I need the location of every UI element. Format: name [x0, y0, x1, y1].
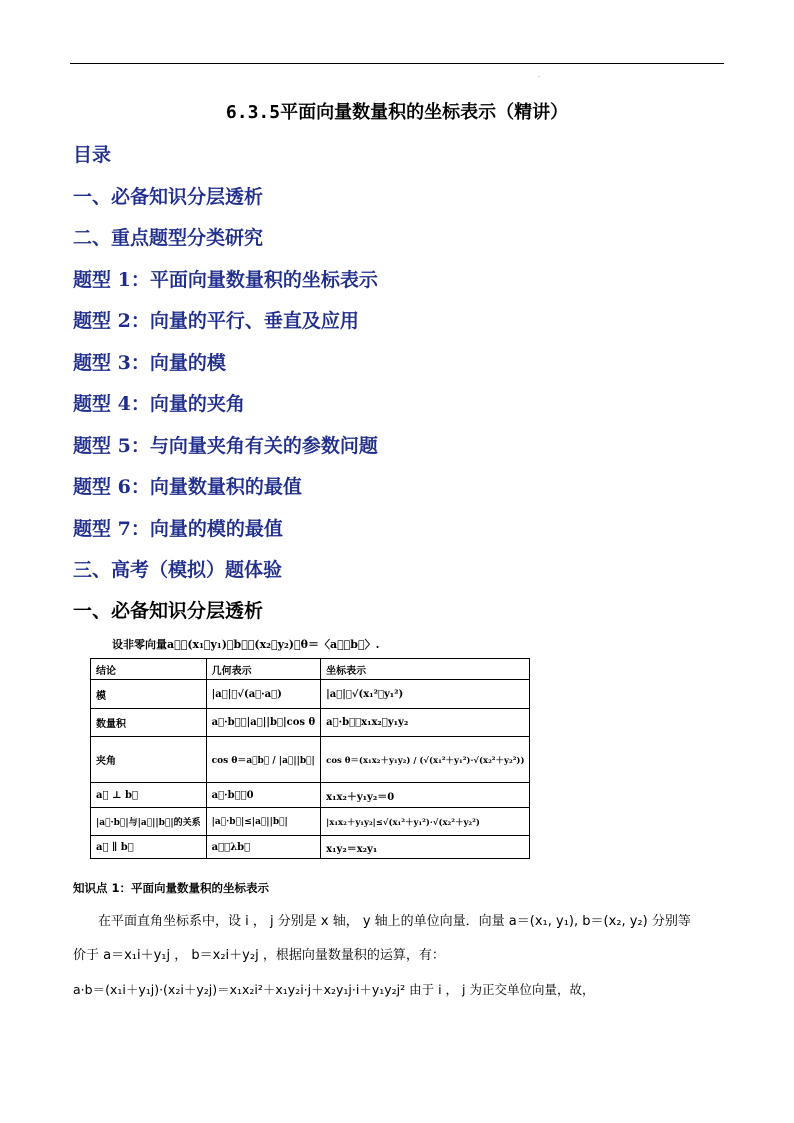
table-cell: a⃗ ∥ b⃗ [91, 836, 207, 859]
section-heading: 一、必备知识分层透析 [73, 600, 264, 622]
knowledge-table-figure [90, 634, 525, 859]
table-header-cell: 结论 [91, 659, 207, 680]
table-cell: a⃗·b⃗＝0 [206, 783, 321, 808]
table-row [91, 709, 530, 737]
table-row [91, 783, 530, 808]
table-cell: |a⃗·b⃗|与|a⃗||b⃗|的关系 [91, 808, 207, 836]
table-row [91, 737, 530, 783]
paragraph-line-2: 价于 a＝x₁i＋y₁j ， b＝x₂i＋y₂j ，根据向量数量积的运算，有： [73, 948, 445, 963]
table-cell: a⃗·b⃗＝|a⃗||b⃗|cos θ [206, 709, 321, 737]
table-cell: a⃗·b⃗＝x₁x₂＋y₁y₂ [321, 709, 530, 737]
table-row [91, 808, 530, 836]
table-cell: a⃗＝λb⃗ [206, 836, 321, 859]
toc-item-section3[interactable]: 三、高考（模拟）题体验 [73, 559, 283, 581]
toc-item-type6[interactable]: 题型 6：向量数量积的最值 [73, 476, 302, 498]
paragraph-line-3: a·b＝(x₁i＋y₁j)·(x₂i＋y₂j)＝x₁x₂i²＋x₁y₂i·j＋x₂y₁j·i＋y₁y₂j² 由于 i ， j 为正交单位向量，故， [73, 982, 595, 997]
toc-item-type3[interactable]: 题型 3：向量的模 [73, 352, 226, 374]
table-caption: 设非零向量a⃗＝(x₁，y₁)，b⃗＝(x₂，y₂)，θ＝〈a⃗，b⃗〉. [112, 638, 380, 651]
toc-item-type4[interactable]: 题型 4：向量的夹角 [73, 393, 245, 415]
table-cell: |a⃗|＝√(x₁²＋y₁²) [321, 680, 530, 709]
header-rule [70, 63, 724, 64]
table-cell: 数量积 [91, 709, 207, 737]
table-cell: x₁y₂＝x₂y₁ [321, 836, 530, 859]
table-cell: a⃗ ⊥ b⃗ [91, 783, 207, 808]
table-cell: |x₁x₂＋y₁y₂|≤√(x₁²＋y₁²)·√(x₂²＋y₂²) [321, 808, 530, 836]
toc-item-type7[interactable]: 题型 7：向量的模的最值 [73, 518, 283, 540]
table-header-row [91, 659, 530, 680]
table-cell: |a⃗·b⃗|≤|a⃗||b⃗| [206, 808, 321, 836]
knowledge-point-title: 知识点 1：平面向量数量积的坐标表示 [73, 881, 270, 895]
header-mark: . [538, 72, 540, 79]
table-cell: |a⃗|＝√(a⃗·a⃗) [206, 680, 321, 709]
document-title: 6.3.5平面向量数量积的坐标表示（精讲） [225, 102, 569, 123]
toc-item-section2[interactable]: 二、重点题型分类研究 [73, 227, 264, 249]
table-cell: 模 [91, 680, 207, 709]
knowledge-table [90, 658, 530, 859]
table-header-cell: 几何表示 [206, 659, 321, 680]
table-cell: 夹角 [91, 737, 207, 783]
toc-item-section1[interactable]: 一、必备知识分层透析 [73, 186, 264, 208]
paragraph-line-1: 在平面直角坐标系中，设 i ， j 分别是 x 轴， y 轴上的单位向量．向量 a＝(x₁, y₁), b＝(x₂, y₂) 分别等 [98, 914, 691, 929]
toc-heading: 目录 [73, 144, 112, 166]
table-row [91, 680, 530, 709]
table-cell: cos θ＝a⃗b⃗ / |a⃗||b⃗| [206, 737, 321, 783]
toc-item-type1[interactable]: 题型 1：平面向量数量积的坐标表示 [73, 269, 378, 291]
toc-item-type2[interactable]: 题型 2：向量的平行、垂直及应用 [73, 310, 359, 332]
table-header-cell: 坐标表示 [321, 659, 530, 680]
table-cell: cos θ＝(x₁x₂＋y₁y₂) / (√(x₁²＋y₁²)·√(x₂²＋y₂²)) [321, 737, 530, 783]
toc-item-type5[interactable]: 题型 5：与向量夹角有关的参数问题 [73, 435, 378, 457]
table-row [91, 836, 530, 859]
table-cell: x₁x₂＋y₁y₂＝0 [321, 783, 530, 808]
